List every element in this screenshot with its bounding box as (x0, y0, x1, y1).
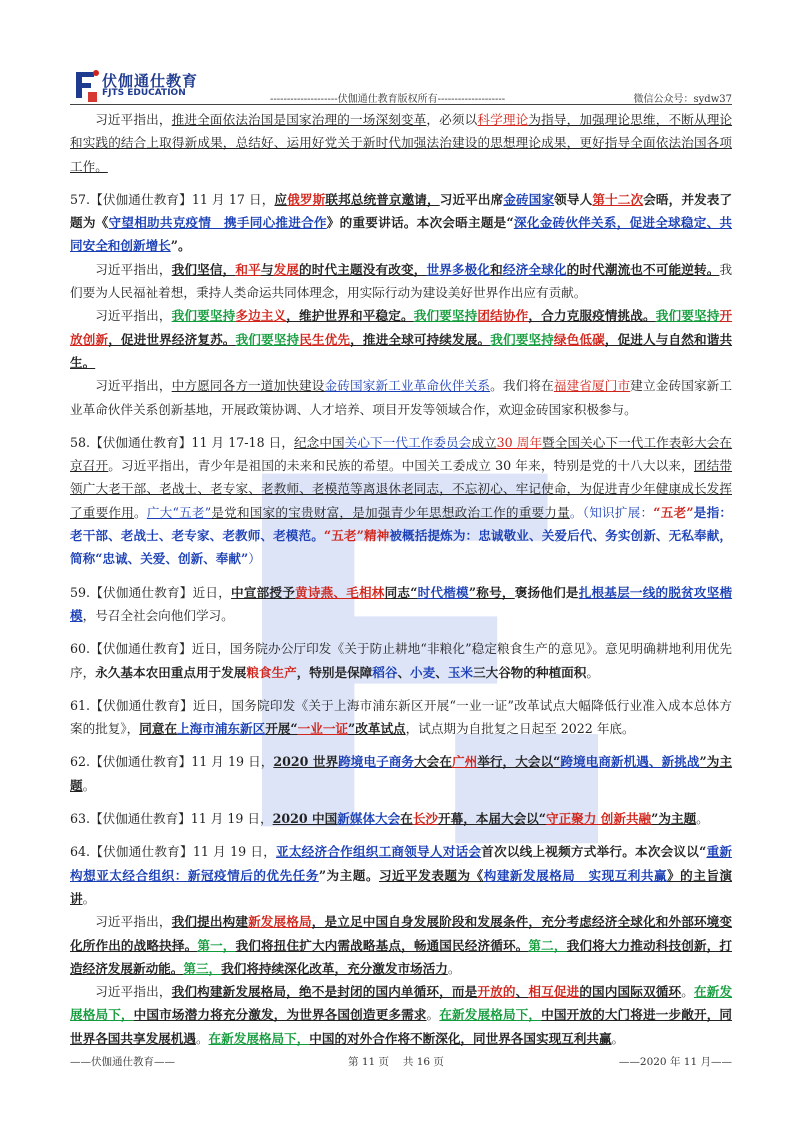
wechat-account: 微信公众号：sydw37 (633, 94, 732, 105)
logo-chinese-name: 伏伽通仕教育 (102, 72, 199, 90)
news-item-59: 59.【伏伽通仕教育】近日，中宣部授予黄诗燕、毛相林同志“时代楷模”称号，褒扬他们是扎根基层一线的脱贫攻坚楷模，号召全社会向他们学习。 (70, 584, 733, 623)
footer-date: ——2020 年 11 月—— (618, 1056, 732, 1068)
page-number: 第 11 页 共 16 页 (348, 1056, 444, 1068)
copyright-notice: --------------------伏伽通仕教育版权所有-------------------- (270, 94, 506, 105)
news-item-60: 60.【伏伽通仕教育】近日，国务院办公厅印发《关于防止耕地“非粮化”稳定粮食生产的意见》。意见明确耕地利用优先序，永久基本农田重点用于发展粮食生产，特别是保障稻谷、小麦、玉米三大谷物的种植面积。 (70, 641, 732, 680)
paragraph-64-circulation: 习近平指出，我们构建新发展格局，绝不是封闭的国内单循环，而是开放的、相互促进的国内国际双循环。在新发展格局下，中国市场潜力将充分激发，为世界各国创造更多需求。在新发展格局下，中国开放的大门将进一步敞开，同世界各国共享发展机遇。在新发展格局下，中国的对外合作将不断深化，同世界各国实现互利共赢。 (70, 984, 733, 1046)
logo-english-name: FJTS EDUCATION (102, 88, 186, 98)
header-divider (70, 104, 732, 105)
paragraph-56-tail: 习近平指出，推进全面依法治国是国家治理的一场深刻变革，必须以科学理论为指导，加强理论思维，不断从理论和实践的结合上取得新成果，总结好、运用好党关于新时代加强法治建设的思想理论成果，更好指导全面依法治国各项工作。 (70, 112, 733, 174)
paragraph-57-adhere: 习近平指出，我们要坚持多边主义，维护世界和平稳定。我们要坚持团结协作，合力克服疫情挑战。我们要坚持开放创新，促进世界经济复苏。我们要坚持民生优先，推进全球可持续发展。我们要坚持绿色低碳，促进人与自然和谐共生。 (70, 308, 733, 370)
news-item-58: 58.【伏伽通仕教育】11 月 17-18 日，纪念中国关心下一代工作委员会成立30 周年暨全国关心下一代工作表彰大会在京召开。习近平指出，青少年是祖国的未来和民族的希望。中国关工委成立 30 年来，特别是党的十八大以来，团结带领广大老干部、老战士、老专家、老教师、老模范等离退休老同志，不忘初心、牢记使命，为促进青少年健康成长发挥了重要作用。广大“五老”是党和国家的宝贵财富，是加强青少年思想政治工作的重要力量。（知识扩展：“五老”是指：老干部、老战士、老专家、老教师、老模范。“五老”精神被概括提炼为：忠诚敬业、关爱后代、务实创新、无私奉献，简称“忠诚、关爱、创新、奉献”） (70, 434, 733, 567)
footer-brand: ——伏伽通仕教育—— (70, 1056, 175, 1068)
news-item-57: 57.【伏伽通仕教育】11 月 17 日，应俄罗斯联邦总统普京邀请，习近平出席金砖国家领导人第十二次会晤，并发表了题为《守望相助共克疫情 携手同心推进合作》的重要讲话。本次会晤主题是“深化金砖伙伴关系，促进全球稳定、共同安全和创新增长”。 (70, 191, 733, 254)
document-body (70, 108, 732, 1050)
news-item-62: 62.【伏伽通仕教育】11 月 19 日，2020 世界跨境电子商务大会在广州举行，大会以“跨境电商新机遇、新挑战”为主题。 (70, 754, 733, 793)
page-header (70, 66, 732, 106)
paragraph-64-pattern: 习近平指出，我们提出构建新发展格局，是立足中国自身发展阶段和发展条件，充分考虑经济全球化和外部环境变化所作出的战略抉择。第一，我们将扭住扩大内需战略基点，畅通国民经济循环。第二，我们将大力推动科技创新，打造经济发展新动能。第三，我们将持续深化改革，充分激发市场活力。 (70, 914, 733, 976)
news-item-61: 61.【伏伽通仕教育】近日，国务院印发《关于上海市浦东新区开展“一业一证”改革试点大幅降低行业准入成本总体方案的批复》，同意在上海市浦东新区开展“一业一证”改革试点，试点期为自批复之日起至 2022 年底。 (70, 697, 732, 737)
paragraph-57-era: 习近平指出，我们坚信，和平与发展的时代主题没有改变，世界多极化和经济全球化的时代潮流也不可能逆转。我们要为人民福祉着想，秉持人类命运共同体理念，用实际行动为建设美好世界作出应有贡献。 (70, 261, 733, 301)
fjts-logo-icon (72, 68, 100, 102)
news-item-64: 64.【伏伽通仕教育】11 月 19 日，亚太经济合作组织工商领导人对话会首次以线上视频方式举行。本次会议以“重新构想亚太经合组织：新冠疫情后的优先任务”为主题。习近平发表题为《构建新发展格局 实现互利共赢》的主旨演讲。 (70, 844, 733, 906)
news-item-63: 63.【伏伽通仕教育】11 月 19 日，2020 中国新媒体大会在长沙开幕，本届大会以“守正聚力 创新共融”为主题。 (70, 811, 709, 827)
paragraph-57-partnership: 习近平指出，中方愿同各方一道加快建设金砖国家新工业革命伙伴关系。我们将在福建省厦门市建立金砖国家新工业革命伙伴关系创新基地，开展政策协调、人才培养、项目开发等领域合作，欢迎金砖国家积极参与。 (70, 378, 733, 417)
